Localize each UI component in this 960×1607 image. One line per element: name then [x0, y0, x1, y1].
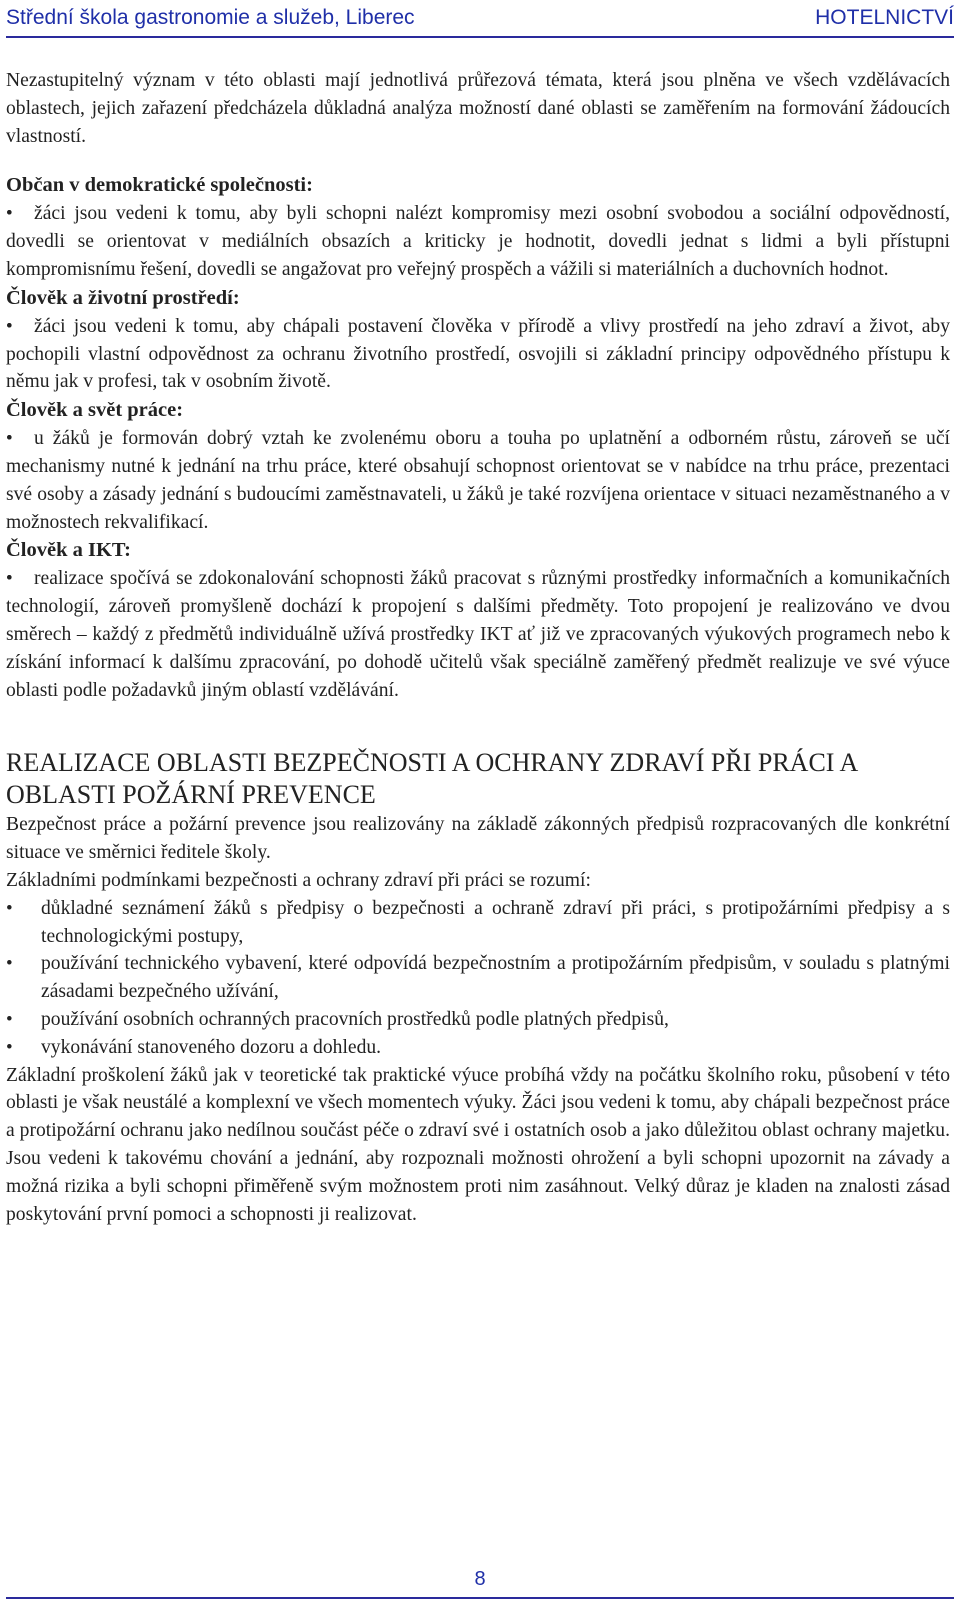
topic-bullet — [6, 425, 950, 536]
bullet-icon: • — [6, 897, 13, 919]
list-item-text: používání osobních ochranných pracovních prostředků podle platných předpisů, — [41, 1008, 669, 1030]
topic-heading: Člověk a svět práce: — [6, 399, 184, 422]
topic-heading: Člověk a IKT: — [6, 539, 131, 562]
bullet-icon: • • — [6, 315, 13, 337]
list-item-text: používání technického vybavení, které odpovídá bezpečnostním a protipožárním předpisům, v souladu s platnými zásadami bezpečného užívání, — [41, 953, 950, 1003]
topic-bullet-text: žáci jsou vedeni k tomu, aby byli schopni nalézt kompromisy mezi osobní svobodou a sociální odpovědností, dovedli se orientovat v mediálních obsazích a kriticky je hodnotit, dovedli jednat s lidmi a byli přístupni kompromisnímu řešení, dovedli se angažovat pro veřejný prospěch a vážili si materiálních a duchovních hodnot. — [6, 203, 950, 280]
list-item — [6, 950, 950, 1006]
topic-heading: Občan v demokratické společnosti: — [6, 174, 313, 197]
section-paragraph: Základními podmínkami bezpečnosti a ochrany zdraví při práci se rozumí: — [6, 869, 591, 891]
list-item-text: důkladné seznámení žáků s předpisy o bezpečnosti a ochraně zdraví při práci, s protipožárními předpisy a s technologickými postupy, — [41, 897, 950, 947]
page-content — [6, 67, 950, 1228]
list-item-text: vykonávání stanoveného dozoru a dohledu. — [41, 1036, 382, 1058]
bullet-icon: • — [6, 1008, 13, 1030]
bullet-icon: • • — [6, 428, 13, 450]
page-number: 8 — [474, 1568, 486, 1590]
section-paragraph: Bezpečnost práce a požární prevence jsou realizovány na základě zákonných předpisů rozpracovaných dle konkrétní situace ve směrnici ředitele školy. — [6, 814, 950, 864]
field-name: HOTELNICTVÍ — [815, 6, 954, 29]
intro-paragraph: Nezastupitelný význam v této oblasti mají jednotlivá průřezová témata, která jsou plněna ve všech vzdělávacích oblastech, jejich zařazení předcházela důkladná analýza možností dané oblasti se zaměřením na formování žádoucích vlastností. — [6, 70, 950, 147]
bullet-icon: • — [6, 1036, 13, 1058]
topic-bullet — [6, 200, 950, 283]
school-name: Střední škola gastronomie a služeb, Liberec — [6, 6, 415, 29]
topic-bullet — [6, 313, 950, 396]
topic-heading: Člověk a životní prostředí: — [6, 286, 240, 309]
section-title: REALIZACE OBLASTI BEZPEČNOSTI A OCHRANY ZDRAVÍ PŘI PRÁCI A OBLASTI POŽÁRNÍ PREVENCE — [6, 748, 857, 810]
topic-bullet-text: realizace spočívá se zdokonalování schopnosti žáků pracovat s různými prostředky informačních a komunikačních technologií, zároveň promyšleně dochází k propojení s dalšími předměty. Toto propojení je realizováno ve dvou směrech – každý z předmětů individuálně užívá prostředky IKT ať již ve zpracovaných výukových programech nebo k získání informací k dalšímu zpracování, po dohodě učitelů však speciálně zaměřený předmět realizuje ve své výuce oblasti podle požadavků jiným oblastí vzdělávání. — [6, 568, 950, 701]
footer-divider — [6, 1597, 954, 1599]
list-item — [6, 1006, 950, 1034]
list-item — [6, 895, 950, 951]
topic-bullet-text: žáci jsou vedeni k tomu, aby chápali postavení člověka v přírodě a vlivy prostředí na jeho zdraví a život, aby pochopili vlastní odpovědnost za ochranu životního prostředí, osvojili si základní principy odpovědného přístupu k němu jak v profesi, tak v osobním životě. — [6, 315, 950, 393]
bullet-icon: • • — [6, 203, 13, 225]
safety-conditions-list — [6, 895, 950, 1062]
page-header — [6, 2, 954, 38]
bullet-icon: • — [6, 953, 13, 975]
topic-bullet — [6, 565, 950, 704]
bullet-icon: • • — [6, 568, 13, 590]
list-item — [6, 1034, 950, 1062]
section-paragraph: Základní proškolení žáků jak v teoretické tak praktické výuce probíhá vždy na počátku školního roku, působení v této oblasti je však neustálé a komplexní ve všech momentech výuky. Žáci jsou vedeni k tomu, aby chápali bezpečnost práce a protipožární ochranu jako nedílnou součást péče o zdraví své i ostatních osob a jako důležitou oblast ochrany majetku. Jsou vedeni k takovému chování a jednání, aby rozpoznali možnosti ohrožení a byli schopni upozornit na závady a možná rizika a byli schopni přiměřeně svým možnostem proti nim zasáhnout. Velký důraz je kladen na znalosti zásad poskytování první pomoci a schopnosti ji realizovat. — [6, 1064, 950, 1225]
topic-bullet-text: u žáků je formován dobrý vztah ke zvolenému oboru a touha po uplatnění a odborném růstu, zároveň se učí mechanismy nutné k jednání na trhu práce, které obsahují schopnost orientovat se v nabídce na trhu práce, prezentaci své osoby a zásady jednání s budoucími zaměstnavateli, u žáků je také rozvíjena orientace v situaci nezaměstnaného a v možnostech rekvalifikací. — [6, 428, 950, 533]
